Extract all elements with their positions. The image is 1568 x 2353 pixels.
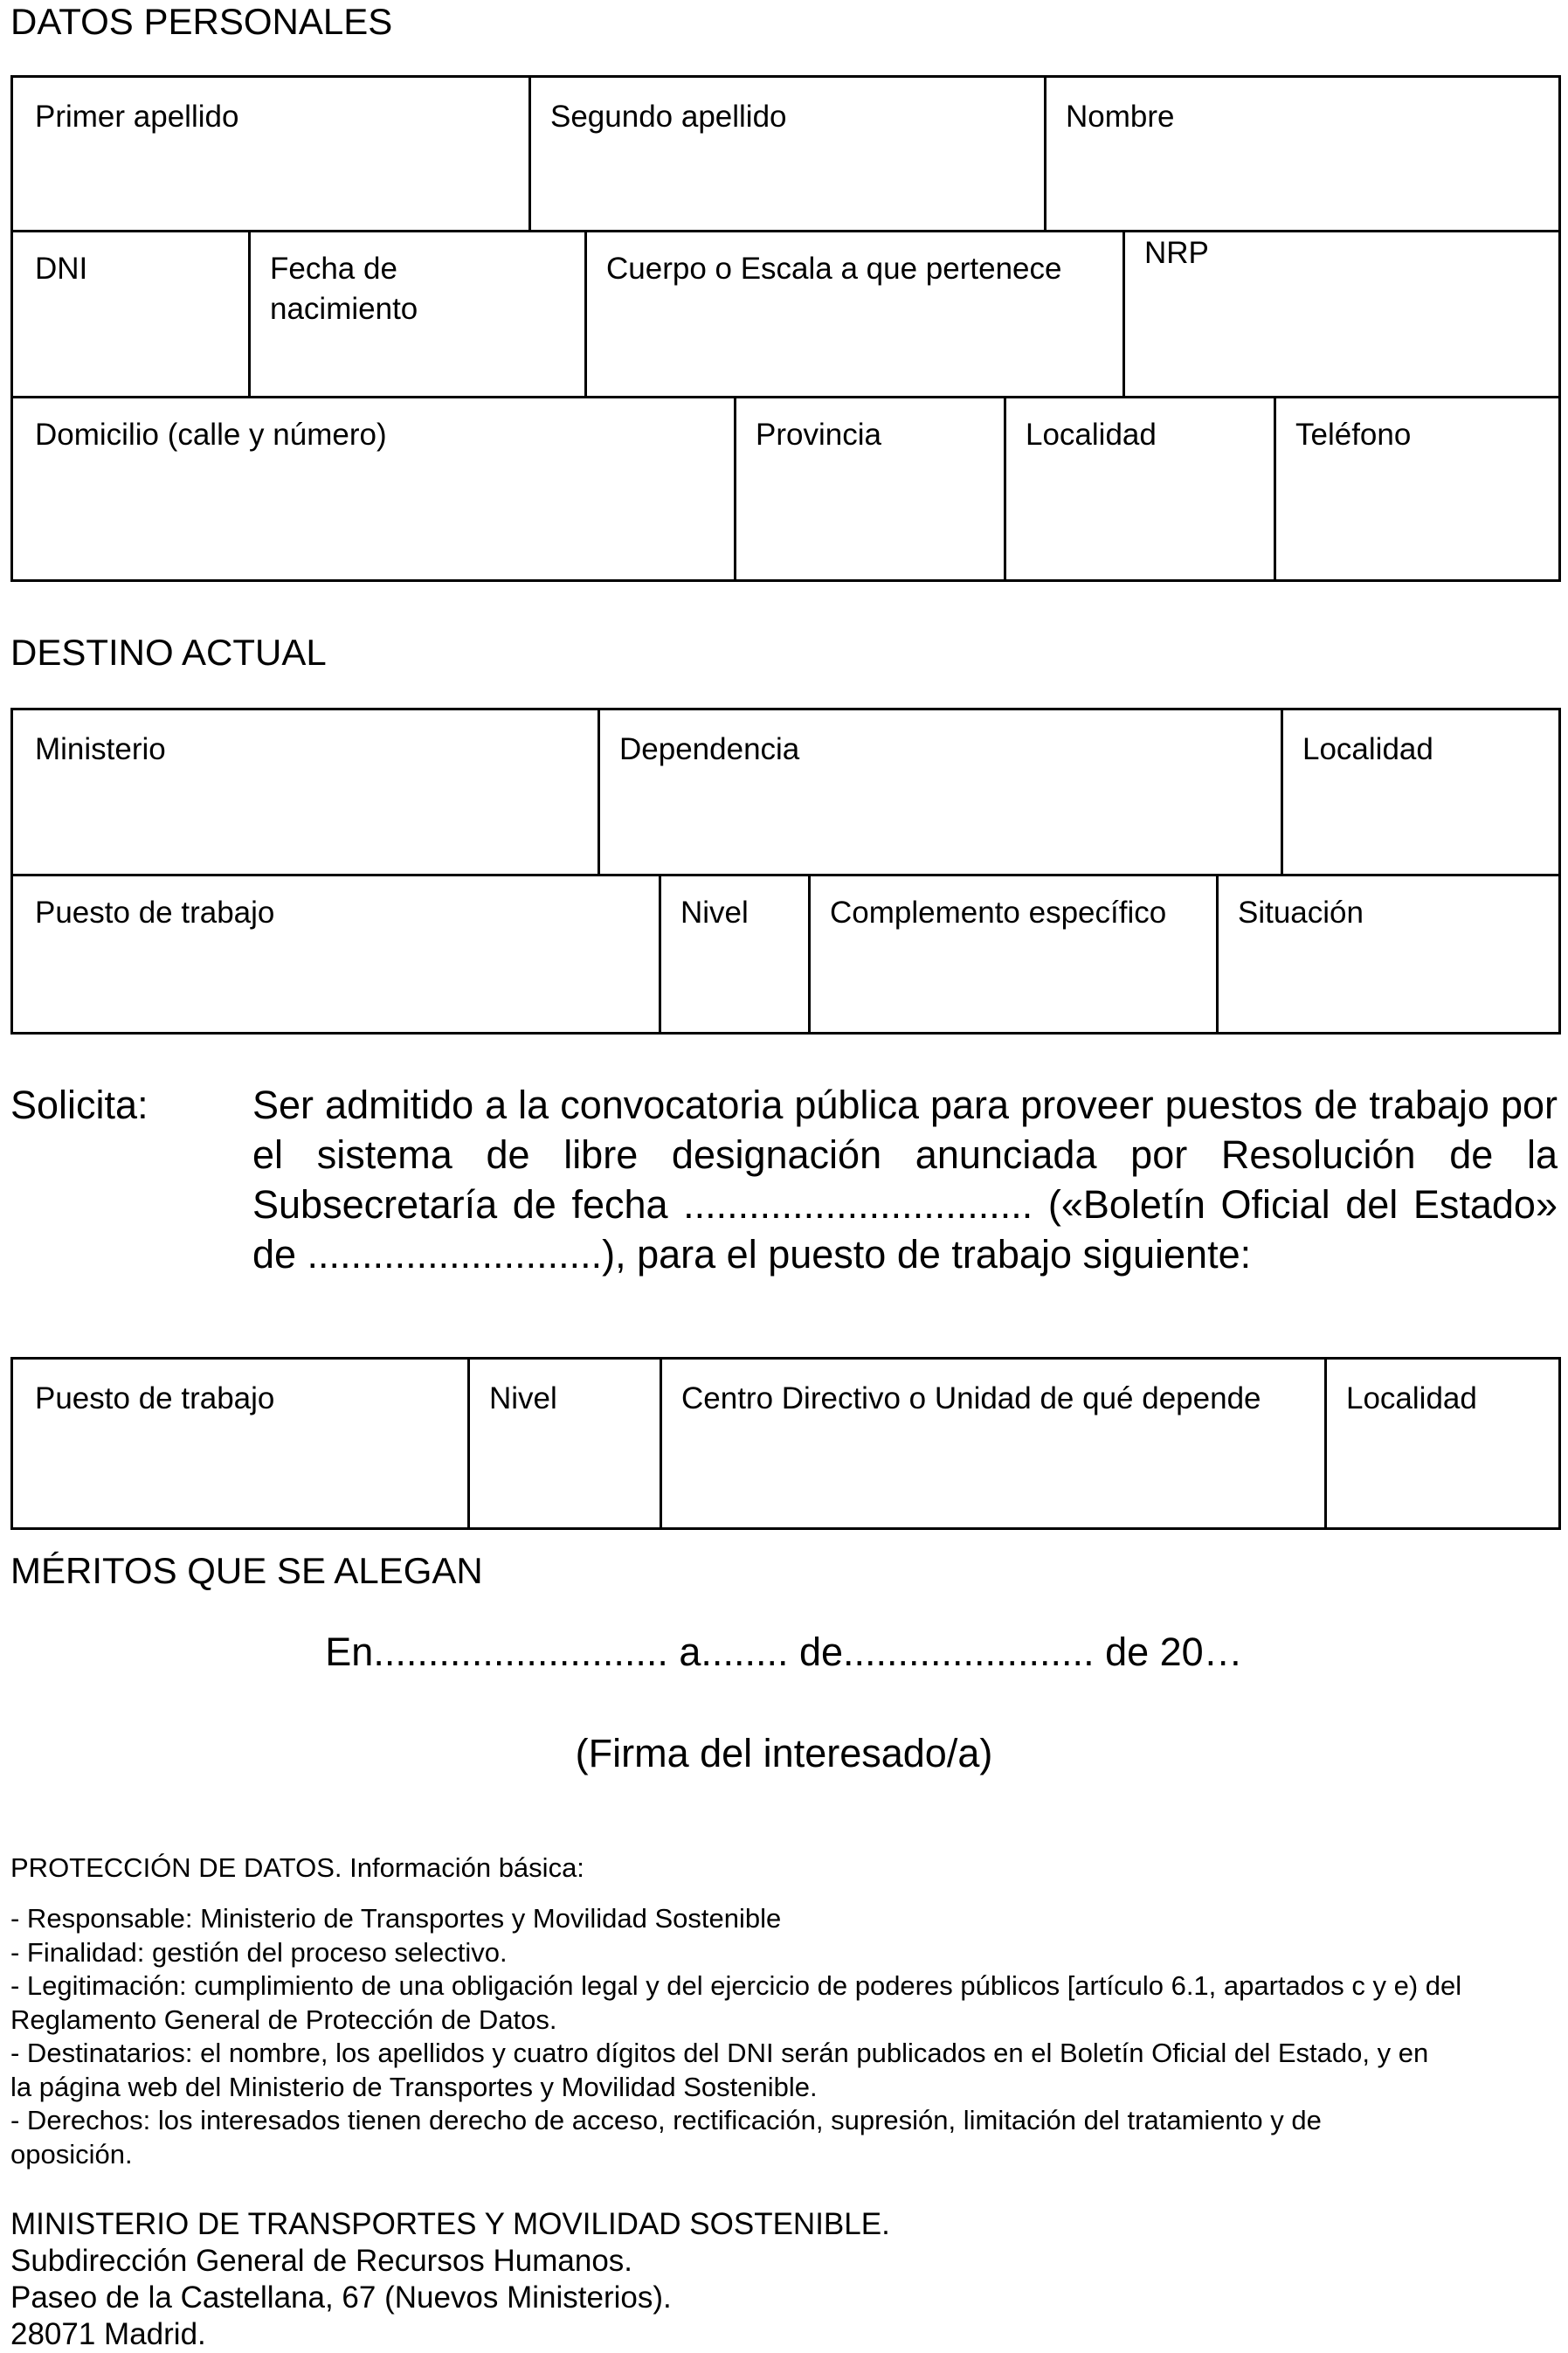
address-line-2: Subdirección General de Recursos Humanos. [10,2244,633,2278]
field-dni[interactable]: DNI [35,252,88,286]
field-centro-directivo[interactable]: Centro Directivo o Unidad de qué depende [681,1381,1261,1415]
destino-heading: DESTINO ACTUAL [10,632,327,673]
solicita-line-4: de ...........................), para el puesto de trabajo siguiente: [252,1232,1252,1277]
date-line: En........................... a........ de....................... de 20… [325,1630,1243,1674]
address-line-1: MINISTERIO DE TRANSPORTES Y MOVILIDAD SOSTENIBLE. [10,2207,890,2241]
field-cuerpo-escala[interactable]: Cuerpo o Escala a que pertenece [606,252,1062,286]
field-complemento[interactable]: Complemento específico [830,896,1167,930]
field-situacion[interactable]: Situación [1238,896,1364,930]
field-localidad[interactable]: Localidad [1026,418,1157,452]
solicita-line-3: Subsecretaría de fecha ................................ («Boletín Oficial del Estado» [252,1182,1558,1227]
proteccion-line: - Destinatarios: el nombre, los apellidos y cuatro dígitos del DNI serán publicados en el Boletín Oficial del Estado, y en [10,2038,1429,2068]
fecha-label-line2: nacimiento [270,292,418,326]
proteccion-line: Reglamento General de Protección de Datos. [10,2004,557,2035]
proteccion-line: - Derechos: los interesados tienen derecho de acceso, rectificación, supresión, limitación del tratamiento y de [10,2105,1322,2135]
field-destino-nivel[interactable]: Nivel [680,896,749,930]
proteccion-line: - Legitimación: cumplimiento de una obligación legal y del ejercicio de poderes públicos [artículo 6.1, apartados c y e) del [10,1970,1462,2001]
proteccion-line: oposición. [10,2138,133,2170]
personal-data-table [10,75,1561,582]
proteccion-list [10,1902,1561,2171]
field-dependencia[interactable]: Dependencia [619,732,800,766]
field-solicitado-puesto[interactable]: Puesto de trabajo [35,1381,275,1415]
signature-label: (Firma del interesado/a) [575,1731,993,1775]
field-ministerio[interactable]: Ministerio [35,732,166,766]
field-nombre[interactable]: Nombre [1066,100,1175,134]
solicita-line-1: Ser admitido a la convocatoria pública para proveer puestos de trabajo por [252,1083,1558,1127]
field-primer-apellido[interactable]: Primer apellido [35,100,239,134]
proteccion-line: - Finalidad: gestión del proceso selectivo. [10,1936,508,1968]
field-segundo-apellido[interactable]: Segundo apellido [550,100,787,134]
meritos-heading: MÉRITOS QUE SE ALEGAN [10,1550,483,1591]
puesto-solicitado-table [10,1357,1561,1530]
field-fecha-nacimiento[interactable] [248,230,584,329]
destino-table [10,708,1561,1035]
fecha-label-line1: Fecha de [270,252,397,286]
proteccion-line: la página web del Ministerio de Transportes y Movilidad Sostenible. [10,2071,818,2102]
field-solicitado-nivel[interactable]: Nivel [489,1381,557,1415]
address-block [10,2206,890,2353]
solicita-line-2: el sistema de libre designación anunciada por Resolución de la [252,1132,1558,1177]
field-domicilio[interactable]: Domicilio (calle y número) [35,418,387,452]
proteccion-line: - Responsable: Ministerio de Transportes y Movilidad Sostenible [10,1903,782,1934]
personal-heading: DATOS PERSONALES [10,1,393,42]
address-line-3: Paseo de la Castellana, 67 (Nuevos Ministerios). [10,2280,672,2315]
field-destino-localidad[interactable]: Localidad [1302,732,1433,766]
field-telefono[interactable]: Teléfono [1295,418,1412,452]
address-line-4: 28071 Madrid. [10,2317,206,2351]
field-destino-puesto[interactable]: Puesto de trabajo [35,896,275,930]
solicita-text [252,1080,1558,1279]
field-solicitado-localidad[interactable]: Localidad [1346,1381,1477,1415]
field-nrp[interactable]: NRP [1144,236,1209,270]
proteccion-heading: PROTECCIÓN DE DATOS. Información básica: [10,1852,584,1883]
solicita-label: Solicita: [10,1083,149,1127]
field-provincia[interactable]: Provincia [756,418,881,452]
